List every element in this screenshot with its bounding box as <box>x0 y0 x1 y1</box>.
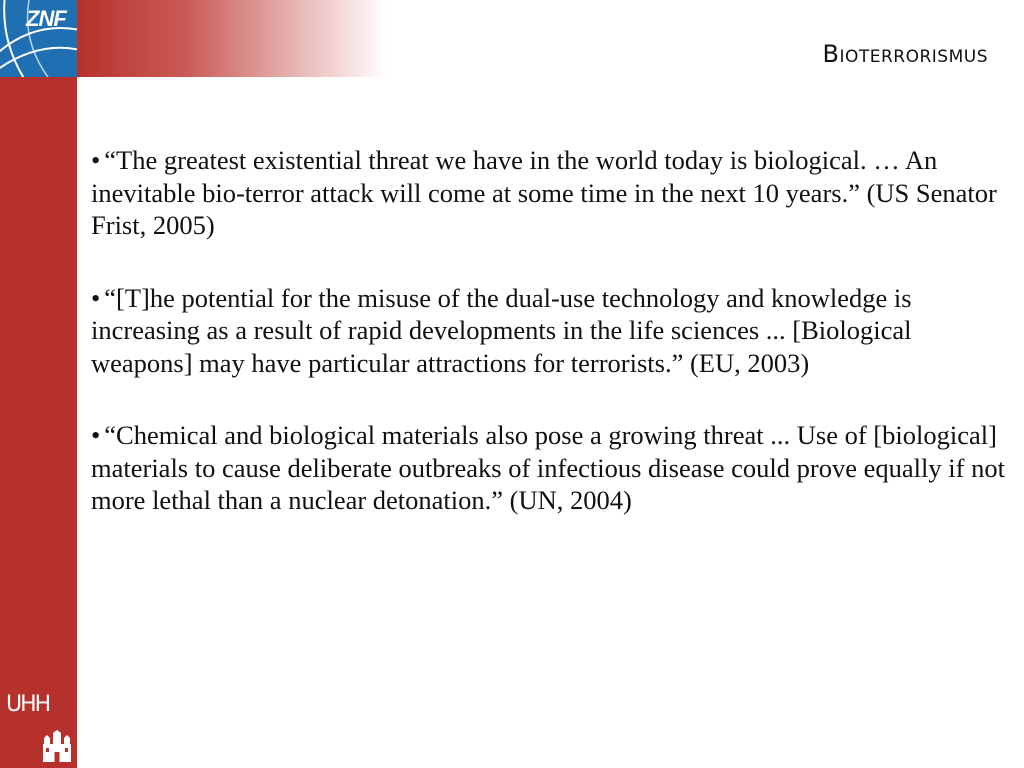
bullet-item-3 <box>91 419 1019 517</box>
uhh-logo-text: UHH <box>6 692 50 717</box>
bullet-marker: • <box>91 282 101 313</box>
top-gradient-band <box>77 0 387 77</box>
slide-title: Bioterrorismus <box>822 40 988 68</box>
left-red-bar <box>0 0 77 768</box>
znf-logo <box>0 0 77 77</box>
bullet-text: “[T]he potential for the misuse of the dual-use technology and knowledge is increasing as a result of rapid developments in the life sciences ... [Biological weapons] may have particular attractions for terrorists.” (EU, 2003) <box>91 282 912 378</box>
bullet-item-2 <box>91 282 1019 380</box>
bullet-marker: • <box>91 145 101 175</box>
bullet-marker: • <box>91 420 101 450</box>
bullet-list <box>91 144 1019 557</box>
hamburg-castle-icon <box>40 730 74 764</box>
bullet-text: “Chemical and biological materials also pose a growing threat ... Use of [biological] materials to cause deliberate outbreaks of infectious disease could prove equally if not more lethal than a nuclear detonation.” (UN, 2004) <box>91 420 1005 515</box>
bullet-text: “The greatest existential threat we have in the world today is biological. … An inevitable bio-terror attack will come at some time in the next 10 years.” (US Senator Frist, 2005) <box>91 145 997 240</box>
bullet-item-1 <box>91 144 1019 242</box>
logo-text: ZNF <box>26 6 66 31</box>
